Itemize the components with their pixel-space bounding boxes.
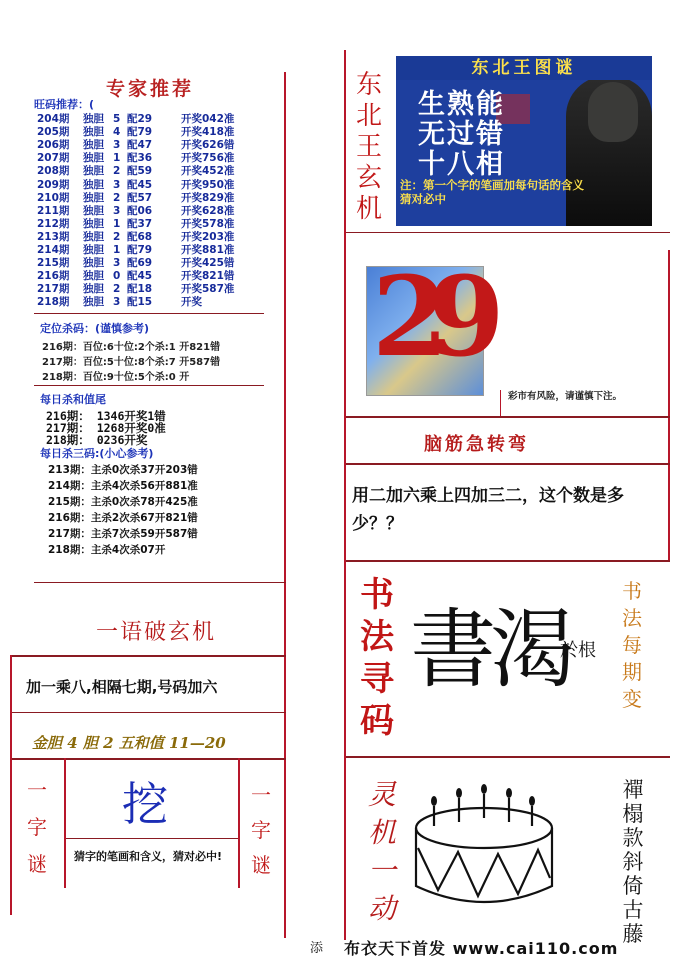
riddle-left-label: 一 (27, 778, 47, 802)
table-cell: 开奖452准 (181, 165, 235, 178)
brain-teaser-question: 用二加六乘上四加三二，这个数是多少？？ (352, 486, 624, 534)
list-item: 217期：百位:5十位:8个杀:7 开587错 (42, 357, 221, 368)
char: 禪 (622, 778, 644, 802)
riddle-left-label: 字 (27, 815, 47, 839)
puzzle-header: 东北王图谜 (396, 56, 652, 80)
table-cell: 210期 (37, 191, 70, 204)
table-cell: 2 (113, 191, 121, 204)
divider (346, 416, 670, 418)
table-cell: 配45 (127, 178, 153, 191)
char: 倚 (622, 874, 644, 898)
table-cell: 配47 (127, 139, 153, 152)
table-cell: 配06 (127, 204, 153, 217)
table-cell: 配69 (127, 257, 153, 270)
table-cell: 独胆 (83, 152, 104, 165)
gold-bile-text: 金胆 4 胆 2 五和值 11—20 (32, 734, 226, 752)
puzzle-line: 生熟能 (418, 89, 505, 120)
table-cell: 214期 (37, 244, 70, 256)
table-cell: 1 (113, 217, 121, 230)
divider (34, 385, 264, 386)
table-cell: 开奖042准 (181, 113, 235, 125)
calligraphy-main: 書渴 (410, 600, 570, 700)
table-cell: 5 (113, 113, 121, 125)
footer-mark: 添 (310, 941, 324, 956)
number-second: 9 (428, 252, 505, 381)
dongbei-vertical-title (352, 70, 386, 225)
position-kill-label: 定位杀码：(谨慎参考) (40, 322, 150, 335)
riddle-right-label: 字 (251, 818, 271, 842)
expert-title: 专家推荐 (106, 78, 195, 100)
char: 动 (367, 892, 396, 925)
table-cell: 开奖203准 (181, 230, 235, 243)
table-cell: 独胆 (83, 217, 104, 230)
calligraphy-signature: 於根 (560, 640, 596, 661)
table-cell: 独胆 (83, 283, 104, 296)
number-first: 2 (372, 252, 449, 381)
table-cell: 配18 (127, 283, 153, 296)
char: 寻 (360, 659, 394, 699)
table-cell: 开奖881准 (181, 244, 235, 256)
table-cell: 213期 (37, 230, 70, 243)
lingji-vertical-title (364, 776, 400, 928)
table-cell: 开奖950准 (181, 178, 235, 191)
table-cell: 208期 (37, 165, 70, 178)
table-cell: 开奖425错 (181, 257, 235, 270)
char: 码 (360, 701, 394, 741)
list-item: 214期：主杀4次杀56开881准 (48, 480, 198, 492)
list-item: 216期：百位:6十位:2个杀:1 开821错 (42, 342, 221, 353)
phrase-title: 一语破玄机 (96, 620, 217, 645)
table-cell: 0 (113, 270, 121, 283)
table-cell: 配59 (127, 165, 153, 178)
divider (346, 756, 670, 758)
left-divider (284, 72, 286, 938)
list-item: 216期： 1346开奖1错 (46, 409, 166, 423)
daily-kill-three-label: 每日杀三码:(小心参考) (40, 447, 154, 460)
table-cell: 开奖628准 (181, 204, 235, 217)
table-row (37, 294, 202, 309)
cake-drawing (404, 778, 564, 918)
table-cell: 209期 (37, 178, 70, 191)
char: 机 (367, 816, 396, 849)
table-cell: 206期 (37, 139, 70, 152)
char: 王 (355, 132, 382, 162)
footer-site-text: 布衣天下首发 www.cai110.com (344, 939, 619, 958)
list-item: 216期：主杀2次杀67开821错 (48, 512, 198, 524)
table-cell: 独胆 (83, 113, 104, 125)
table-cell: 3 (113, 139, 121, 152)
picture-puzzle (396, 56, 652, 226)
divider (346, 463, 670, 465)
list-item: 218期：百位:9十位:5个杀:0 开 (42, 372, 190, 383)
char: 法 (360, 617, 394, 657)
table-cell: 205期 (37, 126, 70, 139)
brain-teaser-title: 脑筋急转弯 (424, 434, 529, 455)
table-cell: 215期 (37, 257, 70, 270)
table-cell: 独胆 (83, 270, 104, 283)
table-cell: 配36 (127, 152, 153, 165)
table-cell: 独胆 (83, 204, 104, 217)
divider (34, 582, 286, 583)
lucky-label: 旺码推荐：( (34, 98, 95, 111)
divider (346, 232, 670, 233)
table-cell: 开奖578准 (181, 217, 235, 230)
table-cell: 独胆 (83, 126, 104, 139)
right-outer-line (668, 250, 670, 560)
list-item: 213期：主杀0次杀37开203错 (48, 464, 198, 476)
right-divider (344, 50, 346, 940)
calligraphy-right-vertical (620, 578, 644, 713)
table-cell: 独胆 (83, 165, 104, 178)
table-cell: 218期 (37, 296, 70, 309)
char: 东 (355, 70, 382, 100)
table-cell: 配37 (127, 217, 153, 230)
list-item: 218期： 0236开奖 (46, 433, 148, 447)
char: 每 (622, 633, 642, 657)
left-outer-line (10, 655, 12, 915)
divider (12, 712, 286, 713)
table-cell: 开奖587准 (181, 283, 235, 296)
puzzle-line: 无过错 (418, 119, 505, 150)
table-cell: 配15 (127, 296, 153, 309)
table-cell: 2 (113, 230, 121, 243)
daily-kill-sum-label: 每日杀和值尾 (40, 393, 106, 406)
char: 古 (622, 898, 644, 922)
char: 北 (355, 101, 382, 131)
riddle-left-line (64, 758, 66, 888)
table-cell: 开奖821错 (181, 270, 235, 283)
table-cell: 4 (113, 126, 121, 139)
char: 款 (622, 826, 644, 850)
buddha-head-image (588, 82, 638, 142)
table-cell: 2 (113, 283, 121, 296)
char: 机 (355, 194, 382, 224)
char: 榻 (622, 802, 644, 826)
table-cell: 211期 (37, 204, 70, 217)
table-cell: 配57 (127, 191, 153, 204)
table-cell: 开奖829准 (181, 191, 235, 204)
char: 书 (622, 579, 642, 603)
divider (12, 655, 286, 657)
puzzle-line: 十八相 (418, 149, 505, 180)
table-cell: 独胆 (83, 244, 104, 256)
riddle-right-line (238, 758, 240, 888)
list-item: 217期： 1268开奖0准 (46, 421, 166, 435)
char: 书 (360, 575, 394, 615)
puzzle-note: 注：第一个字的笔画加每句话的含义猜对必中 (400, 178, 584, 206)
table-cell: 独胆 (83, 191, 104, 204)
divider (34, 313, 264, 314)
table-cell: 3 (113, 178, 121, 191)
table-cell: 配68 (127, 230, 153, 243)
char: 藤 (622, 922, 644, 946)
table-cell: 开奖626错 (181, 139, 235, 152)
char: 玄 (355, 163, 382, 193)
table-cell: 1 (113, 152, 121, 165)
table-cell: 2 (113, 165, 121, 178)
table-cell: 独胆 (83, 257, 104, 270)
table-cell: 独胆 (83, 296, 104, 309)
table-cell: 开奖 (181, 296, 202, 309)
poem-vertical (616, 778, 650, 946)
divider (500, 390, 501, 416)
table-cell: 配29 (127, 113, 153, 125)
table-cell: 开奖756准 (181, 152, 235, 165)
list-item: 217期：主杀7次杀59开587错 (48, 528, 198, 540)
riddle-hint: 猜字的笔画和含义，猜对必中! (74, 850, 223, 863)
divider (66, 838, 238, 839)
table-cell: 配79 (127, 126, 153, 139)
risk-warning: 彩市有风险，请谨慎下注。 (508, 391, 623, 402)
table-cell: 1 (113, 244, 121, 256)
table-cell: 3 (113, 257, 121, 270)
char: 法 (622, 606, 642, 630)
riddle-character: 挖 (122, 777, 168, 831)
table-cell: 3 (113, 204, 121, 217)
riddle-left-label: 谜 (27, 852, 47, 876)
table-cell: 独胆 (83, 230, 104, 243)
char: 斜 (622, 850, 644, 874)
table-cell: 204期 (37, 113, 70, 125)
char: 一 (367, 854, 396, 887)
table-cell: 207期 (37, 152, 70, 165)
char: 期 (622, 660, 642, 684)
table-cell: 独胆 (83, 178, 104, 191)
phrase-text: 加一乘八,相隔七期,号码加六 (26, 678, 218, 696)
table-cell: 配79 (127, 244, 153, 256)
riddle-right-label: 一 (251, 783, 271, 807)
table-cell: 配45 (127, 270, 153, 283)
char: 变 (622, 687, 642, 711)
list-item: 218期：主杀4次杀07开 (48, 544, 166, 556)
table-cell: 独胆 (83, 139, 104, 152)
char: 灵 (367, 778, 396, 811)
divider (12, 758, 286, 760)
calligraphy-vertical-title (350, 574, 404, 742)
table-cell: 217期 (37, 283, 70, 296)
list-item: 215期：主杀0次杀78开425准 (48, 496, 198, 508)
table-cell: 212期 (37, 217, 70, 230)
table-cell: 3 (113, 296, 121, 309)
divider (346, 560, 670, 562)
table-cell: 216期 (37, 270, 70, 283)
table-cell: 开奖418准 (181, 126, 235, 139)
riddle-right-label: 谜 (251, 853, 271, 877)
